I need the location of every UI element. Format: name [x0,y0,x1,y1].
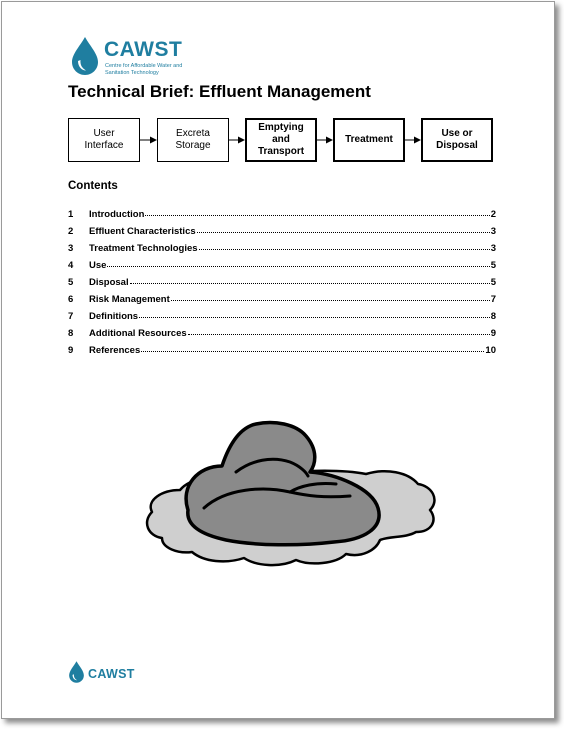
toc-leader-dots [145,215,489,216]
contents-heading: Contents [68,180,118,192]
toc-page-number: 3 [490,243,496,254]
toc-number: 8 [68,328,74,339]
toc-number: 6 [68,294,74,305]
toc-page-number: 3 [490,226,496,237]
toc-leader-dots [130,283,490,284]
toc-label: Effluent Characteristics [89,226,196,237]
toc-page-number: 10 [485,345,496,356]
toc-leader-dots [188,334,490,335]
water-drop-icon [70,36,100,76]
flow-step-user-interface [68,118,140,162]
footer-logo-name: CAWST [88,667,135,681]
toc-page-number: 8 [490,311,496,322]
toc-entry-additional-resources[interactable] [68,328,496,345]
toc-label: Risk Management [89,294,170,305]
toc-label: Treatment Technologies [89,243,198,254]
toc-number: 9 [68,345,74,356]
flow-step-label: Treatment [345,134,393,145]
toc-number: 3 [68,243,74,254]
flow-step-label: Emptying and Transport [257,122,305,157]
toc-number: 1 [68,209,74,220]
toc-label: Definitions [89,311,139,322]
toc-leader-dots [141,351,484,352]
toc-page-number: 5 [490,260,496,271]
effluent-illustration [140,414,440,574]
toc-entry-references[interactable] [68,345,496,362]
water-drop-icon [68,660,85,684]
flow-step-emptying-transport [245,118,317,162]
toc-label: Disposal [89,277,129,288]
toc-leader-dots [199,249,490,250]
toc-entry-effluent-characteristics[interactable] [68,226,496,243]
toc-entry-definitions[interactable] [68,311,496,328]
flow-step-excreta-storage [157,118,229,162]
toc-leader-dots [171,300,490,301]
flow-step-label: User Interface [84,128,124,151]
toc-number: 7 [68,311,74,322]
toc-number: 2 [68,226,74,237]
toc-page-number: 2 [490,209,496,220]
footer-cawst-logo [68,658,148,688]
document-page [1,1,555,719]
flow-step-treatment [333,118,405,162]
toc-label: Use [89,260,107,271]
flow-step-use-disposal [421,118,493,162]
toc-leader-dots [107,266,489,267]
toc-label: Additional Resources [89,328,187,339]
flow-step-label: Use or Disposal [436,128,478,151]
logo-name: CAWST [104,38,183,61]
toc-entry-risk-management[interactable] [68,294,496,311]
toc-number: 5 [68,277,74,288]
toc-entry-disposal[interactable] [68,277,496,294]
toc-entry-use[interactable] [68,260,496,277]
logo-tagline: Centre for Affordable Water and Sanitation Technology [105,63,183,76]
table-of-contents [68,209,496,362]
toc-page-number: 5 [490,277,496,288]
toc-page-number: 7 [490,294,496,305]
cawst-logo [70,36,200,80]
toc-page-number: 9 [490,328,496,339]
toc-label: References [89,345,141,356]
toc-entry-introduction[interactable] [68,209,496,226]
toc-entry-treatment-technologies[interactable] [68,243,496,260]
flow-step-label: Excreta Storage [175,128,211,151]
toc-leader-dots [197,232,490,233]
toc-leader-dots [139,317,490,318]
toc-label: Introduction [89,209,145,220]
toc-number: 4 [68,260,74,271]
document-title: Technical Brief: Effluent Management [68,82,371,101]
